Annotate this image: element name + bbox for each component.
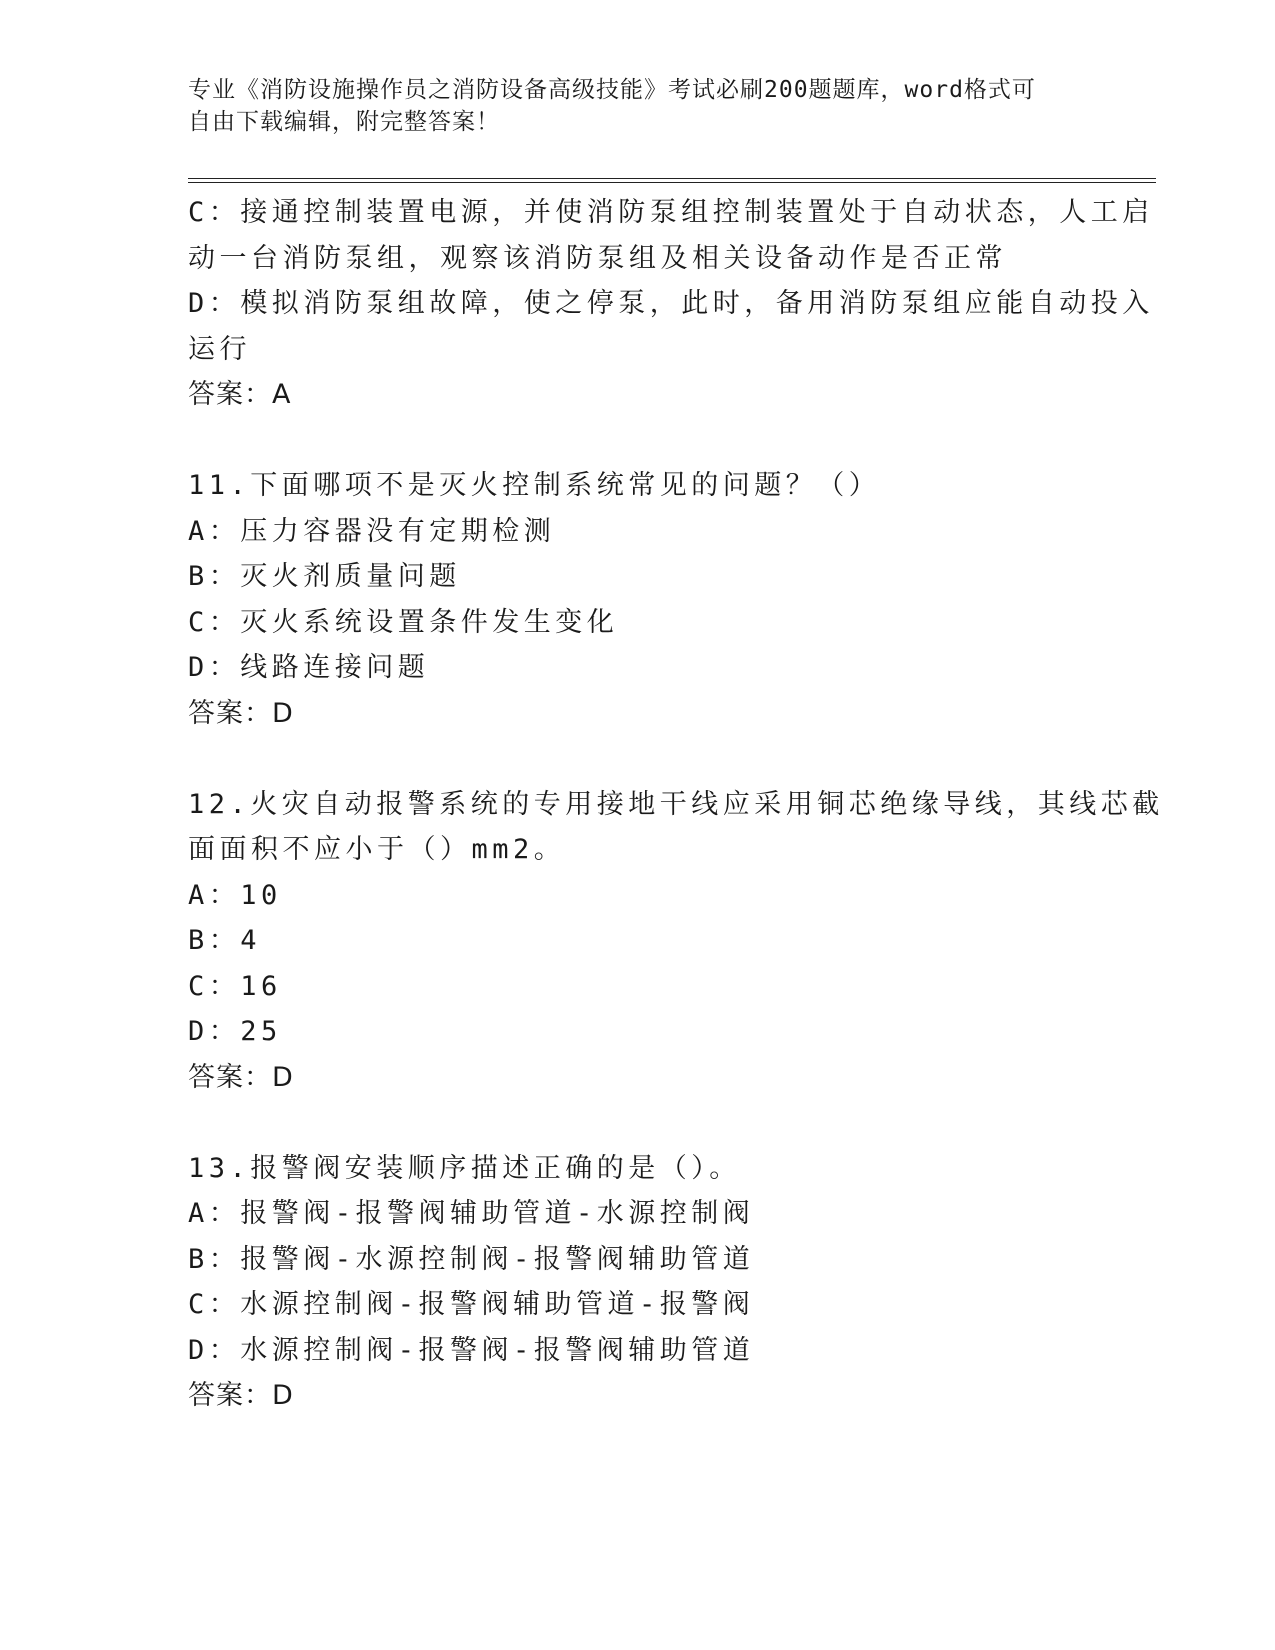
option-a: A：压力容器没有定期检测 [188, 515, 556, 547]
spacer [188, 736, 1088, 782]
question-11 [188, 463, 1088, 736]
option-c-line-1: C：接通控制装置电源，并使消防泵组控制装置处于自动状态，人工启 [188, 197, 1154, 228]
question-12 [188, 782, 1164, 1101]
answer: 答案：D [188, 1380, 294, 1411]
question-text-line-1: 12.火灾自动报警系统的专用接地干线应采用铜芯绝缘导线，其线芯截 [188, 788, 1164, 820]
question-text-line-2: 面面积不应小于（）mm2。 [188, 834, 566, 865]
question-list [188, 190, 1164, 1419]
answer: 答案：D [188, 1061, 294, 1093]
question-13 [188, 1146, 1088, 1419]
option-b: B：灭火剂质量问题 [188, 561, 461, 592]
question-10-continued [188, 190, 1154, 418]
option-d-line-1: D：模拟消防泵组故障，使之停泵，此时，备用消防泵组应能自动投入 [188, 288, 1154, 319]
option-a: A：报警阀-报警阀辅助管道-水源控制阀 [188, 1198, 755, 1229]
answer: 答案：A [188, 379, 292, 410]
option-d: D：线路连接问题 [188, 652, 430, 683]
option-a: A：10 [188, 879, 282, 911]
option-c: C：水源控制阀-报警阀辅助管道-报警阀 [188, 1289, 755, 1320]
header-line-1: 专业《消防设施操作员之消防设备高级技能》考试必刷200题题库，word格式可 [188, 77, 1036, 103]
option-c-line-2: 动一台消防泵组，观察该消防泵组及相关设备动作是否正常 [188, 242, 1007, 274]
header-line-2: 自由下载编辑，附完整答案！ [188, 109, 500, 135]
spacer [188, 418, 1088, 464]
option-c: C：灭火系统设置条件发生变化 [188, 606, 619, 638]
option-d-line-2: 运行 [188, 333, 251, 365]
question-text: 11.下面哪项不是灭火控制系统常见的问题？（） [188, 470, 881, 501]
page-header [188, 74, 1068, 138]
question-text: 13.报警阀安装顺序描述正确的是（）。 [188, 1152, 741, 1184]
header-divider [188, 178, 1156, 183]
option-d: D：水源控制阀-报警阀-报警阀辅助管道 [188, 1334, 755, 1366]
option-b: B：报警阀-水源控制阀-报警阀辅助管道 [188, 1243, 755, 1275]
spacer [188, 1100, 1088, 1146]
answer: 答案：D [188, 697, 294, 729]
option-b: B：4 [188, 925, 262, 956]
option-d: D：25 [188, 1016, 282, 1047]
option-c: C：16 [188, 970, 282, 1002]
